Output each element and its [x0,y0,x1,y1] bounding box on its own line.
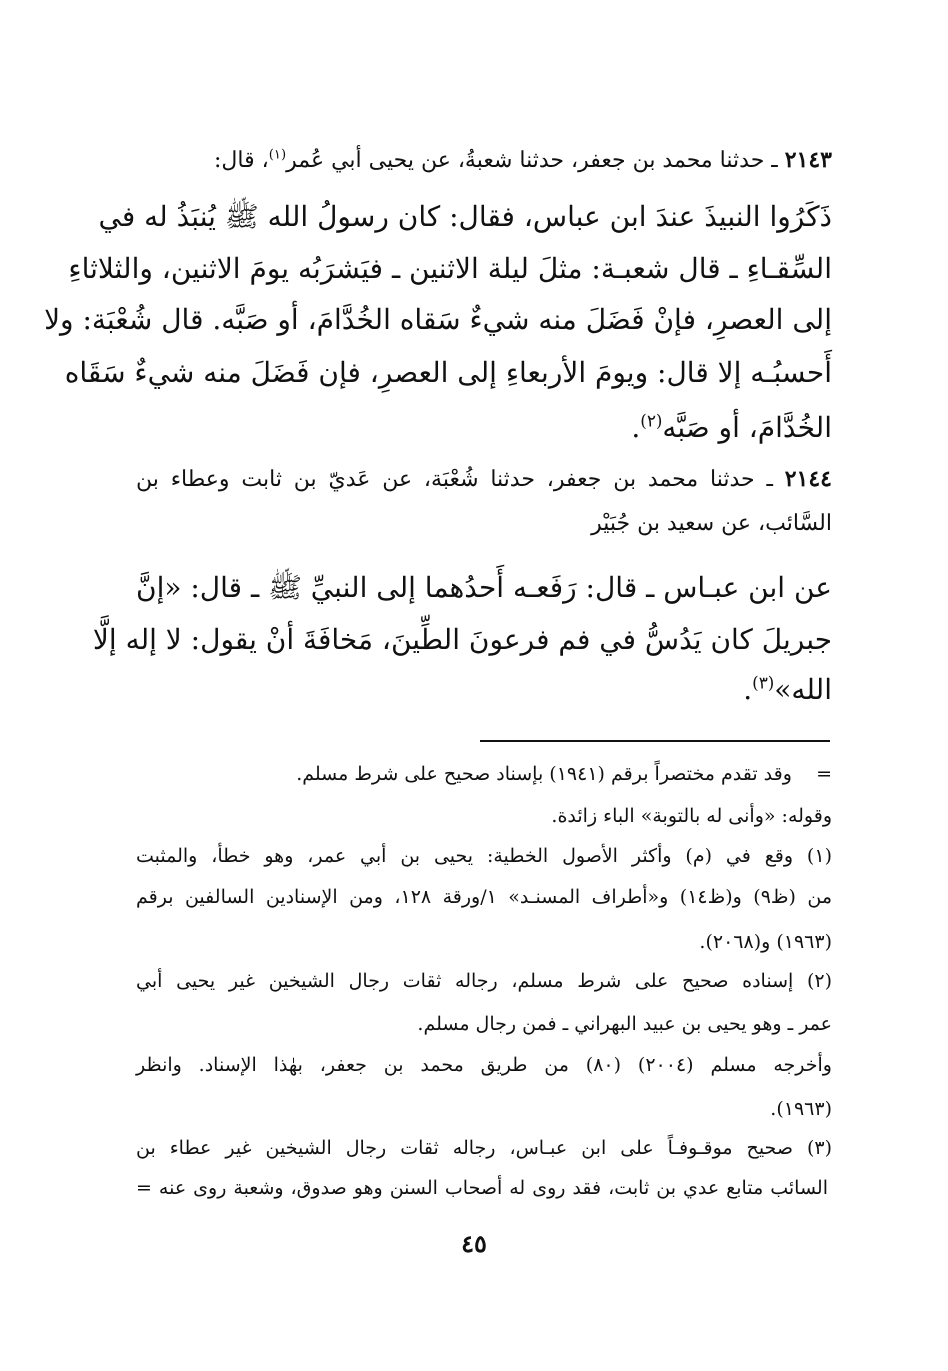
isnad-text: ـ حدثنا محمد بن جعفر، حدثنا شعبةُ، عن يحيى أبي عُمر [286,148,778,173]
hadith-2144-isnad-line-2: السَّائب، عن سعيد بن جُبَيْر [591,511,832,536]
footnote-2-line-2: عمر ـ وهو يحيى بن عبيد البهراني ـ فمن رجال مسلم. [417,1013,832,1035]
hadith-2144-matn-line-3 [136,667,832,713]
hadith-2144-isnad-line-1 [136,461,832,497]
footnote-continuation [136,758,832,790]
footnote-ref: (٣) [752,672,775,693]
matn-text: الله» [774,673,832,706]
footnote-2b-line-1: وأخرجه مسلم (٢٠٠٤) (٨٠) من طريق محمد بن جعفر، بهٰذا الإسناد. وانظر [136,1054,832,1076]
page-number: ٤٥ [461,1229,487,1258]
matn-end: . [631,411,641,444]
footnote-2-line-1: (٢) إسناده صحيح على شرط مسلم، رجاله ثقات رجال الشيخين غير يحيى أبي [136,970,832,992]
footnote-ref: (١) [268,147,287,163]
hadith-number: ٢١٤٤ [784,466,832,492]
footnote-1-line-2: من (ظ٩) و(ظ١٤) و«أطراف المسنـد» ١/ورقة ١٢٨، ومن الإسنادين السالفين برقم [136,886,832,908]
footnote-3-line-2 [136,1172,828,1204]
footnote-1-line-3: (١٩٦٣) و(٢٠٦٨). [699,931,832,953]
footnote-note-line: وقوله: «وأنى له بالتوبة» الباء زائدة. [551,805,832,827]
hadith-number: ٢١٤٣ [784,147,832,173]
footnote-separator [480,740,830,742]
hadith-2143-matn-line-1: ذَكَرُوا النبيذَ عندَ ابن عباس، فقال: كان رسولُ الله ﷺ يُنبَذُ له في [98,200,832,233]
hadith-2144-matn-line-1: عن ابن عبـاس ـ قال: رَفَعـه أَحدُهما إلى النبيِّ ﷺ ـ قال: «إنَّ [136,571,832,604]
hadith-2143-matn-line-4: أَحسبُـه إلا قال: ويومَ الأربعاءِ إلى العصرِ، فإن فَضَلَ منه شيءٌ سَقَاه [64,356,832,389]
footnote-ref: (٢) [640,410,663,431]
hadith-2143-matn-line-3: إلى العصرِ، فإنْ فَضَلَ منه شيءٌ سَقاه الخُدَّامَ، أو صَبَّه. قال شُعْبَة: ولا [44,303,832,336]
footnote-1-line-1: (١) وقع في (م) وأكثر الأصول الخطية: يحيى بن أبي عمر، وهو خطأ، والمثبت [136,845,832,867]
hadith-2143-matn-line-5 [136,405,832,451]
hadith-2143-matn-line-2: السِّقـاءِ ـ قال شعبـة: مثلَ ليلة الاثنين ـ فيَشرَبُه يومَ الاثنين، والثلاثاءِ [68,252,832,285]
matn-text: الخُدَّامَ، أو صَبَّه [662,411,832,444]
continuation-mark: = [816,763,832,785]
isnad-end: ، قال: [213,148,269,173]
matn-end: . [743,673,753,706]
continuation-text: وقد تقدم مختصراً برقم (١٩٤١) بإسناد صحيح على شرط مسلم. [296,763,792,785]
footnote-2b-line-2: (١٩٦٣). [770,1098,832,1120]
hadith-2144-matn-line-2: جبريلَ كان يَدُسُّ في فم فرعونَ الطِّينَ، مَخافَةَ أنْ يقول: لا إله إلَّا [92,623,832,656]
footnote-3-text: السائب متابع عدي بن ثابت، فقد روى له أصحاب السنن وهو صدوق، وشعبة روى عنه [158,1177,828,1199]
isnad-text: ـ حدثنا محمد بن جعفر، حدثنا شُعْبَة، عن عَديّ بن ثابت وعطاء بن [136,467,773,492]
continues-mark: = [136,1177,152,1199]
hadith-2143-isnad [136,142,832,178]
footnote-3-line-1: (٣) صحيح موقـوفـاً على ابن عبـاس، رجاله ثقات رجال الشيخين غير عطاء بن [136,1137,832,1159]
